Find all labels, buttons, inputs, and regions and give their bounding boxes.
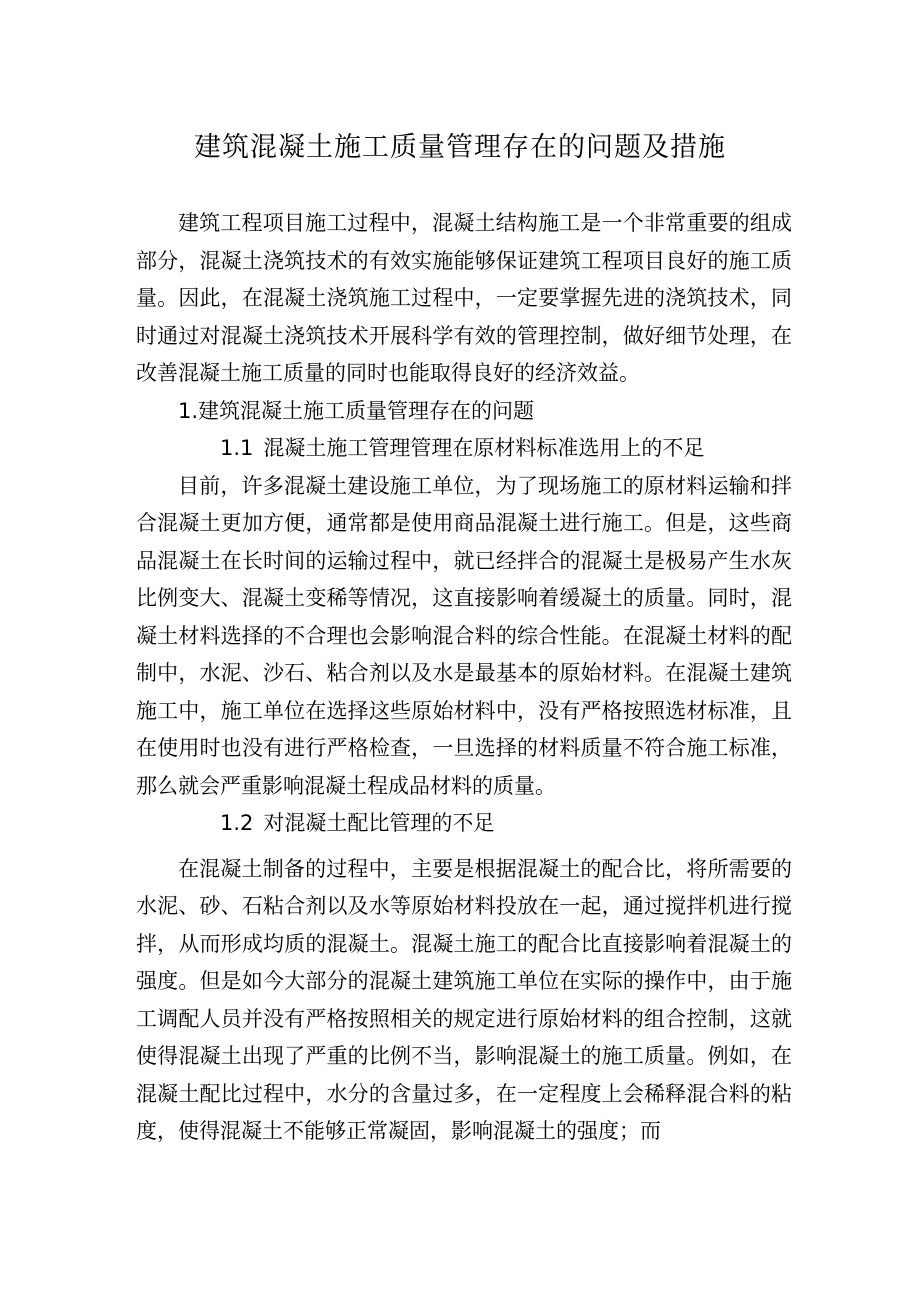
section-1-2-heading [136, 805, 792, 843]
section-1-1-heading [136, 430, 792, 468]
document-body [136, 205, 792, 1151]
section-1-heading: 1.建筑混凝土施工质量管理存在的问题 [178, 398, 535, 423]
section-1-2-paragraph: 在混凝土制备的过程中，主要是根据混凝土的配合比，将所需要的水泥、砂、石粘合剂以及水等原始材料投放在一起，通过搅拌机进行搅拌，从而形成均质的混凝土。混凝土施工的配合比直接影响着混凝土的强度。但是如今大部分的混凝土建筑施工单位在实际的操作中，由于施工调配人员并没有严格按照相关的规定进行原始材料的组合控制，这就使得混凝土出现了严重的比例不当，影响混凝土的施工质量。例如，在混凝土配比过程中，水分的含量过多，在一定程度上会稀释混合料的粘度，使得混凝土不能够正常凝固，影响混凝土的强度；而 [136, 856, 792, 1143]
page-title: 建筑混凝土施工质量管理存在的问题及措施 [194, 132, 726, 163]
intro-paragraph: 建筑工程项目施工过程中，混凝土结构施工是一个非常重要的组成部分，混凝土浇筑技术的有效实施能够保证建筑工程项目良好的施工质量。因此，在混凝土浇筑施工过程中，一定要掌握先进的浇筑技术，同时通过对混凝土浇筑技术开展科学有效的管理控制，做好细节处理，在改善混凝土施工质量的同时也能取得良好的经济效益。 [136, 211, 792, 385]
section-1-2-title: 对混凝土配比管理的不足 [263, 811, 495, 835]
section-1-1-paragraph: 目前，许多混凝土建设施工单位，为了现场施工的原材料运输和拌合混凝土更加方便，通常都是使用商品混凝土进行施工。但是，这些商品混凝土在长时间的运输过程中，就已经拌合的混凝土是极易产生水灰比例变大、混凝土变稀等情况，这直接影响着缓凝土的质量。同时，混凝土材料选择的不合理也会影响混合料的综合性能。在混凝土材料的配制中，水泥、沙石、粘合剂以及水是最基本的原始材料。在混凝土建筑施工中，施工单位在选择这些原始材料中，没有严格按照选材标准，且在使用时也没有进行严格检查，一旦选择的材料质量不符合施工标准，那么就会严重影响混凝土程成品材料的质量。 [136, 473, 792, 798]
section-1-2-number: 1.2 [220, 811, 254, 835]
section-1-1-number: 1.1 [220, 436, 254, 460]
section-1-1-title: 混凝土施工管理管理在原材料标准选用上的不足 [263, 436, 705, 460]
